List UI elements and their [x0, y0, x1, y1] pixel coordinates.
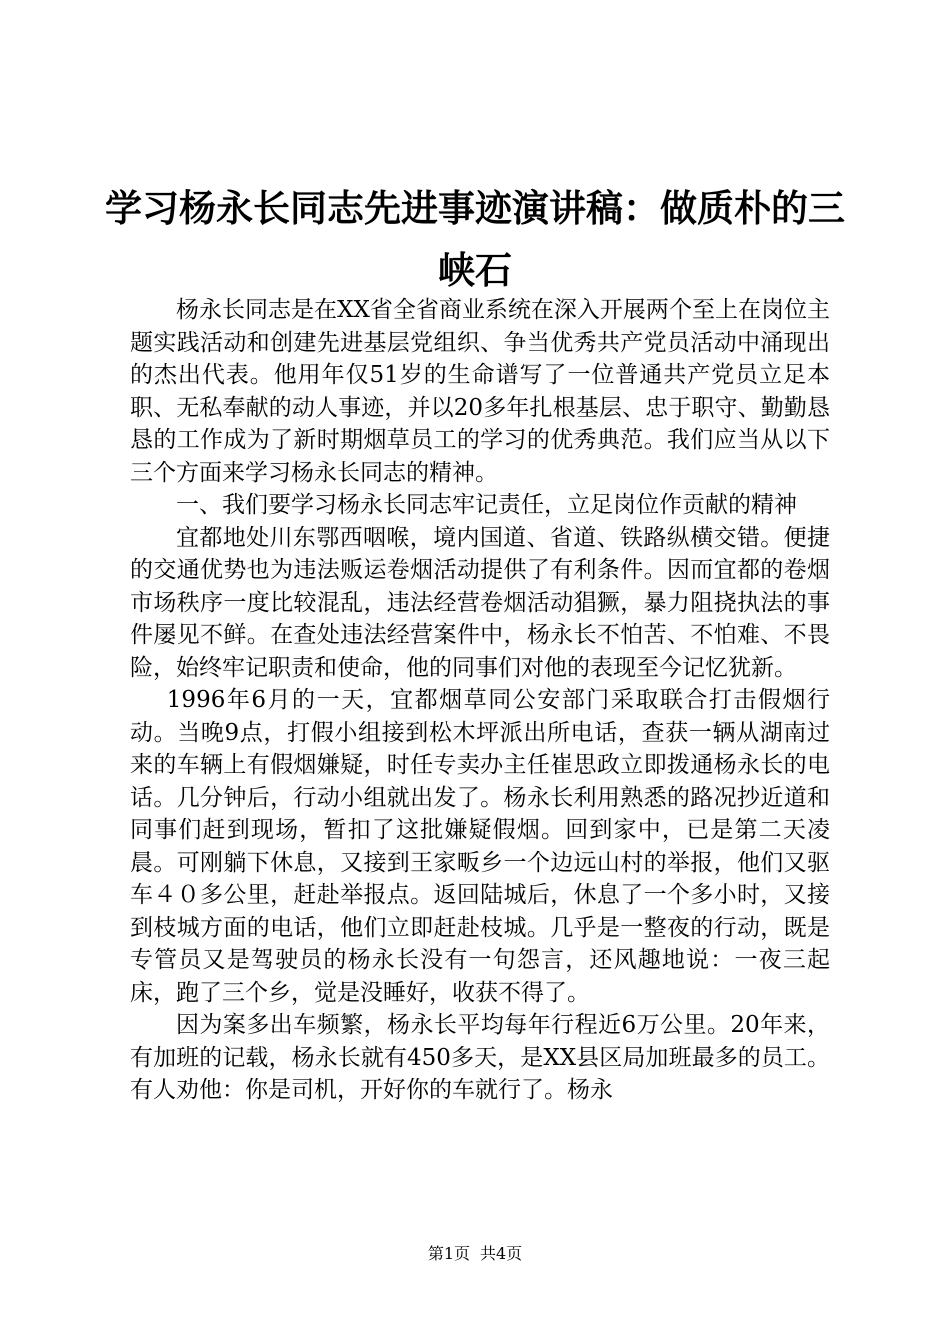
paragraph-overtime: 因为案多出车频繁，杨永长平均每年行程近6万公里。20年来，有加班的记载，杨永长就有450多天，是XX县区局加班最多的员工。有人劝他：你是司机，开好你的车就行了。杨永 [130, 1012, 830, 1103]
page-footer [0, 1243, 950, 1265]
paragraph-intro: 杨永长同志是在XX省全省商业系统在深入开展两个至上在岗位主题实践活动和创建先进基层党组织、争当优秀共产党员活动中涌现出的杰出代表。他用年仅51岁的生命谱写了一位普通共产党员立足本职、无私奉献的动人事迹，并以20多年扎根基层、忠于职守、勤勤恳恳的工作成为了新时期烟草员工的学习的优秀典范。我们应当从以下三个方面来学习杨永长同志的精神。 [130, 297, 830, 486]
paragraph-yidu-background: 宜都地处川东鄂西咽喉，境内国道、省道、铁路纵横交错。便捷的交通优势也为违法贩运卷烟活动提供了有利条件。因而宜都的卷烟市场秩序一度比较混乱，违法经营卷烟活动猖獗，暴力阻挠执法的事件屡见不鲜。在查处违法经营案件中，杨永长不怕苦、不怕难、不畏险，始终牢记职责和使命，他的同事们对他的表现至今记忆犹新。 [130, 524, 830, 681]
section-heading-1: 一、我们要学习杨永长同志牢记责任，立足岗位作贡献的精神 [176, 492, 797, 518]
document-title: 学习杨永长同志先进事迹演讲稿：做质朴的三峡石 [105, 187, 845, 292]
page-number: 第1页 [427, 1244, 470, 1263]
document-body [130, 294, 830, 1107]
paragraph-1996-anecdote: 1996年6月的一天，宜都烟草同公安部门采取联合打击假烟行动。当晚9点，打假小组接到松木坪派出所电话，查获一辆从湖南过来的车辆上有假烟嫌疑，时任专卖办主任崔思政立即拨通杨永长的电话。几分钟后，行动小组就出发了。杨永长利用熟悉的路况抄近道和同事们赶到现场，暂扣了这批嫌疑假烟。回到家中，已是第二天凌晨。可刚躺下休息，又接到王家畈乡一个边远山村的举报，他们又驱车４０多公里，赶赴举报点。返回陆城后，休息了一个多小时，又接到枝城方面的电话，他们立即赶赴枝城。几乎是一整夜的行动，既是专管员又是驾驶员的杨永长没有一句怨言，还风趣地说：一夜三起床，跑了三个乡，觉是没睡好，收获不得了。 [130, 687, 830, 1006]
page-total: 共4页 [480, 1244, 523, 1263]
